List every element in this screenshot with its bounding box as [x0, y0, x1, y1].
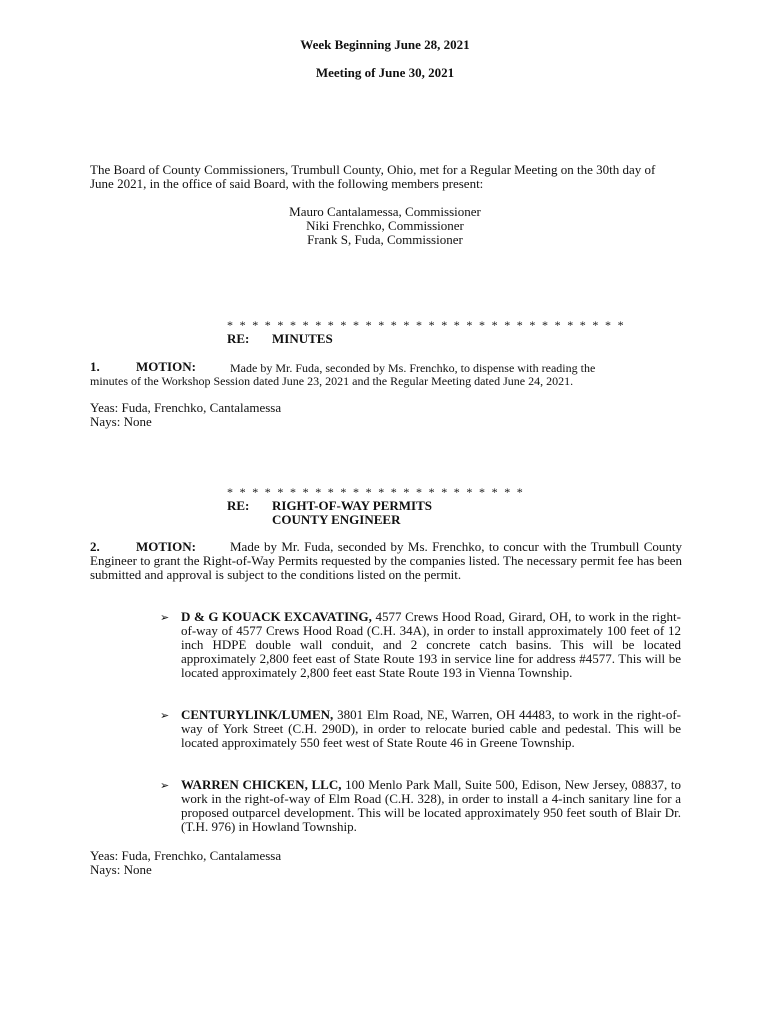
re-label: RE:: [227, 498, 250, 513]
nays-line: Nays: None: [90, 862, 152, 877]
intro-paragraph: The Board of County Commissioners, Trumbull County, Ohio, met for a Regular Meeting on the 30th day of June 2021, in the office of said Board, with the following members present:: [90, 162, 656, 191]
permit-item: [181, 610, 681, 680]
permit-description: 4577 Crews Hood Road, Girard, OH, to work in the right-of-way of 4577 Crews Hood Road (C.H. 34A), in order to install approximately 100 feet of 12 inch HDPE double wall conduit, and 2 concrete catch basins. This will be located approximately 2,800 feet east of State Route 193 in service line for address #4577. This will be located approximately 2,800 feet east State Route 193 in Vienna Township.: [181, 609, 681, 680]
section-divider-stars: * * * * * * * * * * * * * * * * * * * * * * * * * * * * * * * *: [227, 318, 626, 332]
motion-label: MOTION:: [136, 539, 196, 554]
section-subtitle: COUNTY ENGINEER: [272, 512, 401, 527]
bullet-arrow-icon: ➢: [160, 611, 170, 624]
motion-text-first-line: Made by Mr. Fuda, seconded by Ms. Frenchko, to dispense with reading the: [230, 361, 596, 375]
permit-item: [181, 708, 681, 750]
yeas-line: Yeas: Fuda, Frenchko, Cantalamessa: [90, 848, 282, 863]
re-label: RE:: [227, 331, 250, 346]
permit-description: 3801 Elm Road, NE, Warren, OH 44483, to work in the right-of-way of York Street (C.H. 290D), in order to relocate buried cable and pedestal. This will be located approximately 550 feet west of State Route 46 in Greene Township.: [181, 707, 681, 750]
member-item: Frank S, Fuda, Commissioner: [307, 232, 463, 247]
permit-description: 100 Menlo Park Mall, Suite 500, Edison, New Jersey, 08837, to work in the right-of-way of Elm Road (C.H. 328), in order to install a 4-inch sanitary line for a proposed outparcel development. This will be located approximately 950 feet south of Blair Dr. (T.H. 976) in Howland Township.: [181, 777, 681, 834]
week-heading: Week Beginning June 28, 2021: [300, 37, 470, 52]
motion-label: MOTION:: [136, 359, 196, 374]
permit-item: [181, 778, 681, 834]
members-list: [0, 205, 770, 247]
bullet-arrow-icon: ➢: [160, 709, 170, 722]
member-item: Mauro Cantalamessa, Commissioner: [289, 204, 481, 219]
permit-company-name: D & G KOUACK EXCAVATING,: [181, 609, 372, 624]
member-item: Niki Frenchko, Commissioner: [306, 218, 464, 233]
section-title: RIGHT-OF-WAY PERMITS: [272, 498, 432, 513]
motion-number: 1.: [90, 359, 100, 374]
permit-company-name: WARREN CHICKEN, LLC,: [181, 777, 342, 792]
permit-company-name: CENTURYLINK/LUMEN,: [181, 707, 334, 722]
bullet-arrow-icon: ➢: [160, 779, 170, 792]
nays-line: Nays: None: [90, 414, 152, 429]
section-divider-stars: * * * * * * * * * * * * * * * * * * * * * * * *: [227, 485, 525, 499]
motion-paragraph: Made by Mr. Fuda, seconded by Ms. Frenchko, to concur with the Trumbull County Engineer to grant the Right-of-Way Permits requested by the companies listed. The necessary permit fee has been submitted and approval is subject to the conditions listed on the permit.: [90, 539, 682, 582]
meeting-heading: Meeting of June 30, 2021: [315, 65, 455, 80]
section-title: MINUTES: [272, 331, 333, 346]
motion-text-continuation: minutes of the Workshop Session dated June 23, 2021 and the Regular Meeting dated June 24, 2021.: [90, 374, 574, 388]
yeas-line: Yeas: Fuda, Frenchko, Cantalamessa: [90, 400, 282, 415]
motion-number: 2.: [90, 539, 100, 554]
